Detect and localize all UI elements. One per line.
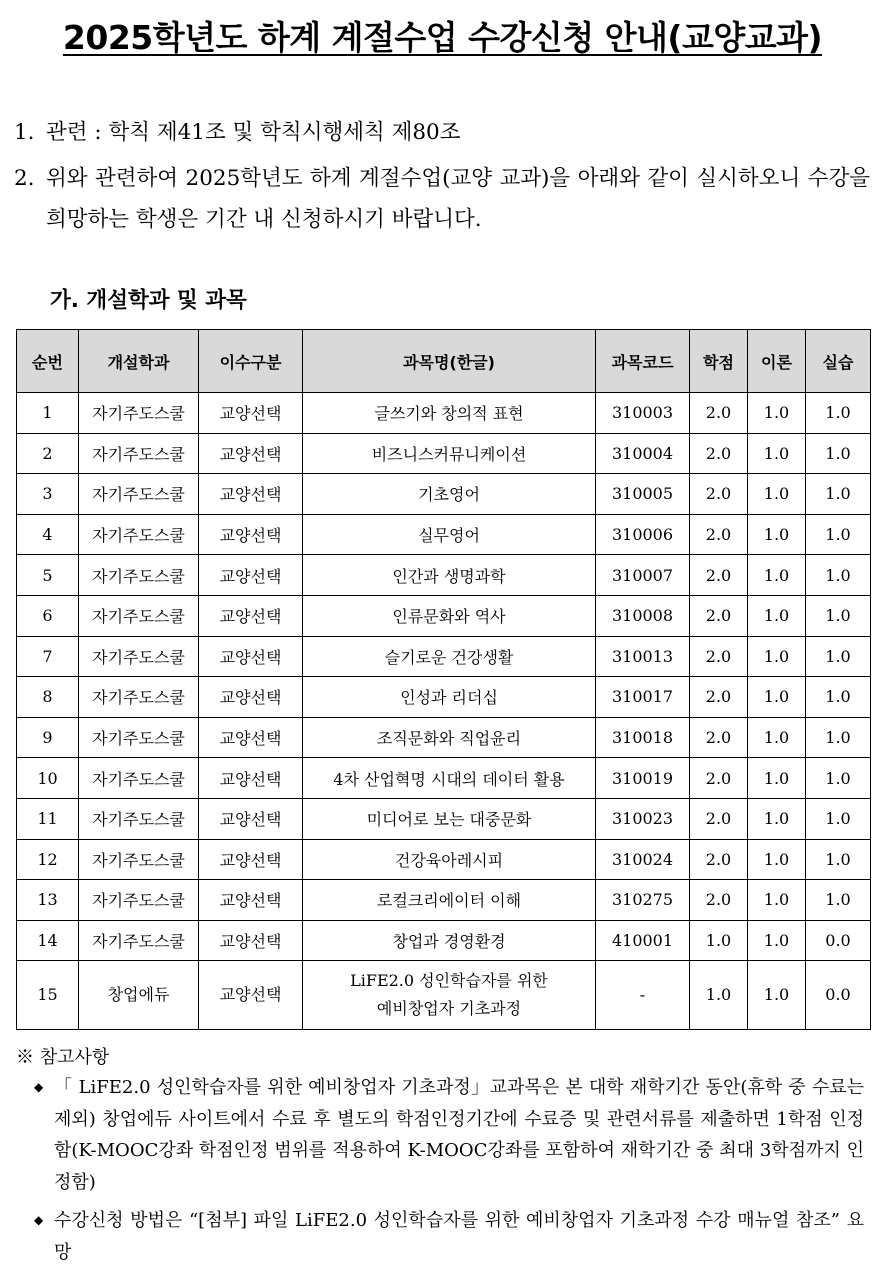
page-title: 2025학년도 하계 계절수업 수강신청 안내(교양교과): [62, 18, 823, 57]
col-header: 과목코드: [596, 330, 690, 393]
cell-no: 8: [17, 677, 79, 718]
cell-dept: 자기주도스쿨: [79, 514, 199, 555]
cell-code: 310019: [596, 758, 690, 799]
cell-course-name: 조직문화와 직업윤리: [303, 717, 596, 758]
cell-code: -: [596, 961, 690, 1030]
cell-type: 교양선택: [199, 798, 303, 839]
cell-theory: 1.0: [748, 677, 806, 718]
cell-credit: 2.0: [690, 474, 748, 515]
table-header-row: [17, 330, 871, 393]
cell-theory: 1.0: [748, 555, 806, 596]
cell-type: 교양선택: [199, 474, 303, 515]
cell-code: 410001: [596, 920, 690, 961]
cell-no: 11: [17, 798, 79, 839]
cell-practice: 1.0: [806, 839, 871, 880]
cell-code: 310013: [596, 636, 690, 677]
cell-credit: 2.0: [690, 798, 748, 839]
cell-code: 310275: [596, 880, 690, 921]
cell-theory: 1.0: [748, 474, 806, 515]
cell-credit: 1.0: [690, 920, 748, 961]
note-item: [34, 1072, 864, 1198]
cell-course-name: [303, 961, 596, 1030]
cell-dept: 자기주도스쿨: [79, 880, 199, 921]
cell-practice: 1.0: [806, 433, 871, 474]
cell-no: 7: [17, 636, 79, 677]
col-header: 개설학과: [79, 330, 199, 393]
cell-no: 4: [17, 514, 79, 555]
cell-theory: 1.0: [748, 393, 806, 434]
cell-type: 교양선택: [199, 393, 303, 434]
cell-type: 교양선택: [199, 717, 303, 758]
table-row: [17, 595, 871, 636]
cell-type: 교양선택: [199, 758, 303, 799]
cell-type: 교양선택: [199, 514, 303, 555]
cell-no: 13: [17, 880, 79, 921]
cell-no: 15: [17, 961, 79, 1030]
cell-practice: 1.0: [806, 677, 871, 718]
cell-code: 310017: [596, 677, 690, 718]
item-text: 위와 관련하여 2025학년도 하계 계절수업(교양 교과)을 아래와 같이 실시하오니 수강을 희망하는 학생은 기간 내 신청하시기 바랍니다.: [46, 166, 870, 232]
col-header: 학점: [690, 330, 748, 393]
cell-theory: 1.0: [748, 880, 806, 921]
cell-no: 14: [17, 920, 79, 961]
cell-dept: 자기주도스쿨: [79, 636, 199, 677]
table-row: [17, 636, 871, 677]
cell-type: 교양선택: [199, 555, 303, 596]
cell-theory: 1.0: [748, 758, 806, 799]
table-row: [17, 758, 871, 799]
cell-credit: 2.0: [690, 758, 748, 799]
cell-course-name: 기초영어: [303, 474, 596, 515]
item-2: [14, 158, 870, 240]
cell-credit: 2.0: [690, 717, 748, 758]
cell-no: 6: [17, 595, 79, 636]
table-row: [17, 717, 871, 758]
cell-type: 교양선택: [199, 595, 303, 636]
cell-no: 2: [17, 433, 79, 474]
cell-dept: 자기주도스쿨: [79, 474, 199, 515]
cell-course-name: 인성과 리더십: [303, 677, 596, 718]
cell-dept: 자기주도스쿨: [79, 677, 199, 718]
cell-code: 310003: [596, 393, 690, 434]
cell-type: 교양선택: [199, 920, 303, 961]
cell-code: 310005: [596, 474, 690, 515]
cell-type: 교양선택: [199, 880, 303, 921]
cell-no: 12: [17, 839, 79, 880]
cell-theory: 1.0: [748, 717, 806, 758]
cell-practice: 1.0: [806, 758, 871, 799]
cell-course-name: 비즈니스커뮤니케이션: [303, 433, 596, 474]
cell-practice: 0.0: [806, 920, 871, 961]
cell-practice: 1.0: [806, 717, 871, 758]
item-number: 1.: [14, 120, 35, 145]
cell-type: 교양선택: [199, 433, 303, 474]
diamond-bullet-icon: ◆: [34, 1213, 44, 1227]
cell-credit: 2.0: [690, 880, 748, 921]
cell-credit: 2.0: [690, 636, 748, 677]
cell-dept: 자기주도스쿨: [79, 920, 199, 961]
cell-dept: 자기주도스쿨: [79, 758, 199, 799]
col-header: 이수구분: [199, 330, 303, 393]
table-row: [17, 961, 871, 1030]
cell-course-name: 4차 산업혁명 시대의 데이터 활용: [303, 758, 596, 799]
cell-dept: 자기주도스쿨: [79, 798, 199, 839]
cell-theory: 1.0: [748, 595, 806, 636]
course-table: [16, 329, 871, 1030]
cell-code: 310007: [596, 555, 690, 596]
table-row: [17, 880, 871, 921]
table-row: [17, 514, 871, 555]
cell-dept: 자기주도스쿨: [79, 717, 199, 758]
col-header: 순번: [17, 330, 79, 393]
cell-no: 3: [17, 474, 79, 515]
cell-theory: 1.0: [748, 920, 806, 961]
cell-course-name: 실무영어: [303, 514, 596, 555]
note-text: 수강신청 방법은 “[첨부] 파일 LiFE2.0 성인학습자를 위한 예비창업자 기초과정 수강 매뉴얼 참조” 요망: [54, 1210, 864, 1263]
cell-practice: 1.0: [806, 636, 871, 677]
cell-dept: 자기주도스쿨: [79, 839, 199, 880]
course-name-line: 예비창업자 기초과정: [376, 999, 522, 1019]
cell-code: 310024: [596, 839, 690, 880]
cell-course-name: 인류문화와 역사: [303, 595, 596, 636]
cell-dept: 자기주도스쿨: [79, 433, 199, 474]
cell-dept: 자기주도스쿨: [79, 555, 199, 596]
note-text: 「 LiFE2.0 성인학습자를 위한 예비창업자 기초과정」교과목은 본 대학 재학기간 동안(휴학 중 수료는 제외) 창업에듀 사이트에서 수료 후 별도의 학점인정기간에 수료증 및 관련서류를 제출하면 1학점 인정함(K-MOOC강좌 학점인정 범위를 적용하여 K-MOOC강좌를 포함하여 재학기간 중 최대 3학점까지 인정함): [54, 1077, 864, 1193]
cell-course-name: 창업과 경영환경: [303, 920, 596, 961]
cell-theory: 1.0: [748, 636, 806, 677]
cell-credit: 2.0: [690, 595, 748, 636]
cell-course-name: 슬기로운 건강생활: [303, 636, 596, 677]
table-row: [17, 677, 871, 718]
cell-dept: 자기주도스쿨: [79, 595, 199, 636]
cell-code: 310008: [596, 595, 690, 636]
cell-course-name: 인간과 생명과학: [303, 555, 596, 596]
cell-practice: 1.0: [806, 595, 871, 636]
table-row: [17, 433, 871, 474]
cell-credit: 1.0: [690, 961, 748, 1030]
cell-code: 310004: [596, 433, 690, 474]
cell-type: 교양선택: [199, 636, 303, 677]
notes-heading: ※ 참고사항: [16, 1047, 110, 1068]
cell-code: 310018: [596, 717, 690, 758]
cell-dept: 자기주도스쿨: [79, 393, 199, 434]
cell-type: 교양선택: [199, 677, 303, 718]
cell-credit: 2.0: [690, 433, 748, 474]
cell-theory: 1.0: [748, 514, 806, 555]
item-number: 2.: [14, 166, 35, 191]
cell-theory: 1.0: [748, 961, 806, 1030]
col-header: 과목명(한글): [303, 330, 596, 393]
cell-credit: 2.0: [690, 839, 748, 880]
cell-practice: 1.0: [806, 880, 871, 921]
cell-type: 교양선택: [199, 961, 303, 1030]
cell-course-name: 미디어로 보는 대중문화: [303, 798, 596, 839]
table-row: [17, 555, 871, 596]
cell-no: 9: [17, 717, 79, 758]
section-title: 가. 개설학과 및 과목: [50, 288, 247, 313]
table-row: [17, 474, 871, 515]
table-row: [17, 798, 871, 839]
cell-credit: 2.0: [690, 555, 748, 596]
cell-credit: 2.0: [690, 393, 748, 434]
cell-course-name: 글쓰기와 창의적 표현: [303, 393, 596, 434]
course-name-line: LiFE2.0 성인학습자를 위한: [350, 971, 548, 991]
cell-practice: 1.0: [806, 393, 871, 434]
cell-theory: 1.0: [748, 839, 806, 880]
cell-practice: 1.0: [806, 474, 871, 515]
cell-no: 5: [17, 555, 79, 596]
cell-course-name: 로컬크리에이터 이해: [303, 880, 596, 921]
table-row: [17, 920, 871, 961]
col-header: 실습: [806, 330, 871, 393]
cell-practice: 1.0: [806, 555, 871, 596]
table-row: [17, 839, 871, 880]
cell-type: 교양선택: [199, 839, 303, 880]
cell-no: 10: [17, 758, 79, 799]
table-row: [17, 393, 871, 434]
cell-dept: 창업에듀: [79, 961, 199, 1030]
cell-code: 310006: [596, 514, 690, 555]
cell-no: 1: [17, 393, 79, 434]
cell-theory: 1.0: [748, 798, 806, 839]
cell-practice: 1.0: [806, 798, 871, 839]
cell-practice: 0.0: [806, 961, 871, 1030]
note-item: [34, 1205, 864, 1268]
cell-practice: 1.0: [806, 514, 871, 555]
cell-credit: 2.0: [690, 514, 748, 555]
cell-theory: 1.0: [748, 433, 806, 474]
cell-code: 310023: [596, 798, 690, 839]
item-1: [14, 113, 461, 153]
cell-credit: 2.0: [690, 677, 748, 718]
diamond-bullet-icon: ◆: [34, 1080, 44, 1094]
item-text: 관련 : 학칙 제41조 및 학칙시행세칙 제80조: [46, 120, 461, 145]
cell-course-name: 건강육아레시피: [303, 839, 596, 880]
col-header: 이론: [748, 330, 806, 393]
